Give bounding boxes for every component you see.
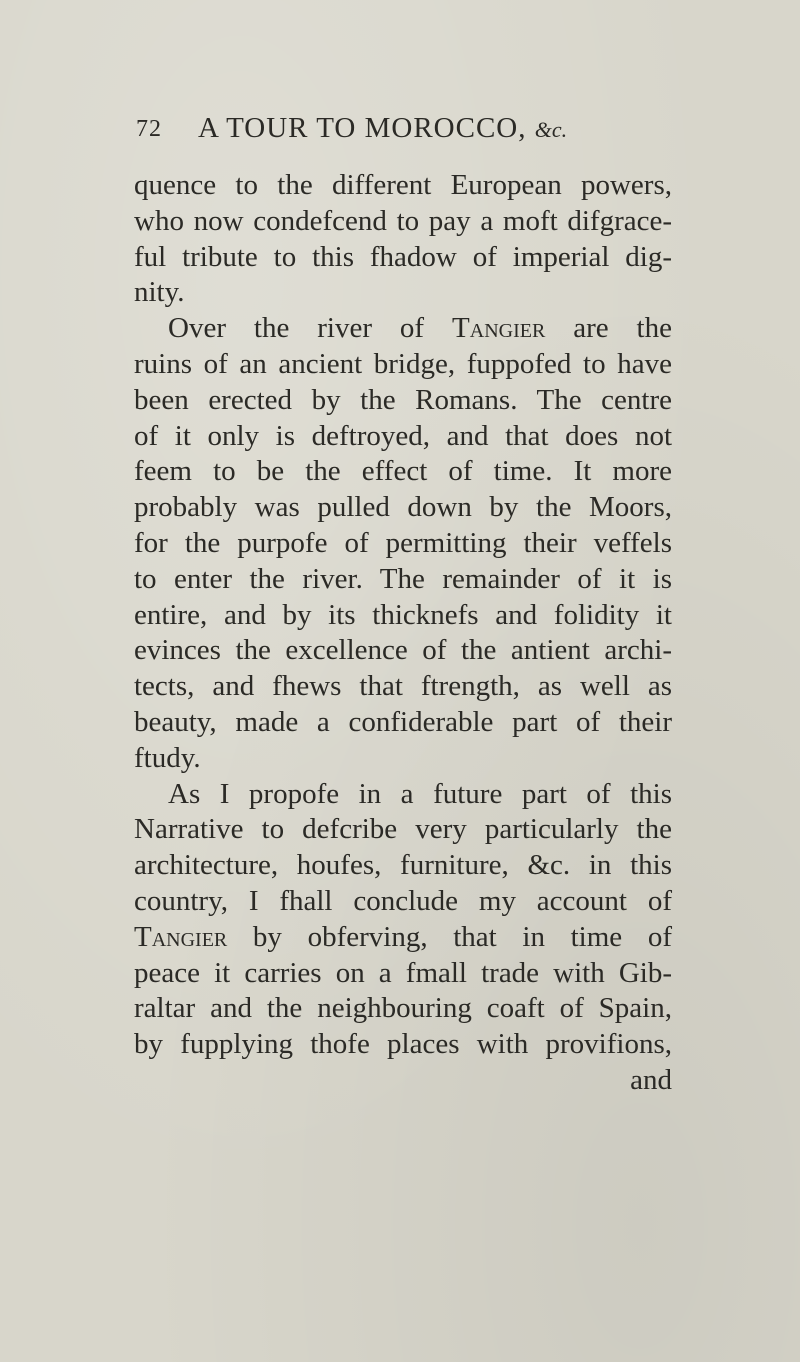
text-line: Tangier by obferving, that in time of	[134, 920, 672, 953]
text-line: who now condefcend to pay a moft difgrace-	[134, 204, 672, 237]
text-line: by fupplying thofe places with provifions,	[134, 1028, 672, 1061]
page-header	[136, 112, 736, 152]
text-line: entire, and by its thicknefs and folidity it	[134, 598, 672, 631]
text-line: quence to the different European powers,	[134, 169, 672, 201]
paragraph-start-line: Over the river of Tangier are the	[168, 312, 672, 345]
text-line: to enter the river. The remainder of it is	[134, 562, 672, 595]
text-line: raltar and the neighbouring coaft of Spain,	[134, 992, 672, 1025]
text-line: feem to be the effect of time. It more	[134, 455, 672, 488]
running-head-etc: &c.	[534, 117, 568, 142]
text-line: beauty, made a confiderable part of their	[134, 705, 672, 738]
text-line: architecture, houfes, furniture, &c. in this	[134, 849, 672, 882]
text-line: of it only is deftroyed, and that does not	[134, 419, 672, 452]
text-line: tects, and fhews that ftrength, as well as	[134, 670, 672, 703]
paragraph-start-line: As I propofe in a future part of this	[168, 777, 672, 810]
text-line: Narrative to defcribe very particularly the	[134, 813, 672, 846]
text-line: probably was pulled down by the Moors,	[134, 491, 672, 524]
text-line: peace it carries on a fmall trade with Gib-	[134, 956, 672, 989]
body-text	[134, 168, 672, 1099]
running-head	[198, 112, 567, 145]
page-number: 72	[136, 116, 162, 142]
text-line: ful tribute to this fhadow of imperial dig-	[134, 240, 672, 273]
text-line: been erected by the Romans. The centre	[134, 383, 672, 416]
text-line: ftudy.	[134, 741, 201, 774]
text-line: evinces the excellence of the antient archi-	[134, 634, 672, 667]
text-line: nity.	[134, 276, 185, 309]
running-head-title: A TOUR TO MOROCCO,	[198, 112, 527, 144]
catchword: and	[630, 1063, 672, 1096]
text-line: ruins of an ancient bridge, fuppofed to have	[134, 347, 672, 380]
text-line: country, I fhall conclude my account of	[134, 884, 672, 917]
text-line: for the purpofe of permitting their veffels	[134, 526, 672, 559]
